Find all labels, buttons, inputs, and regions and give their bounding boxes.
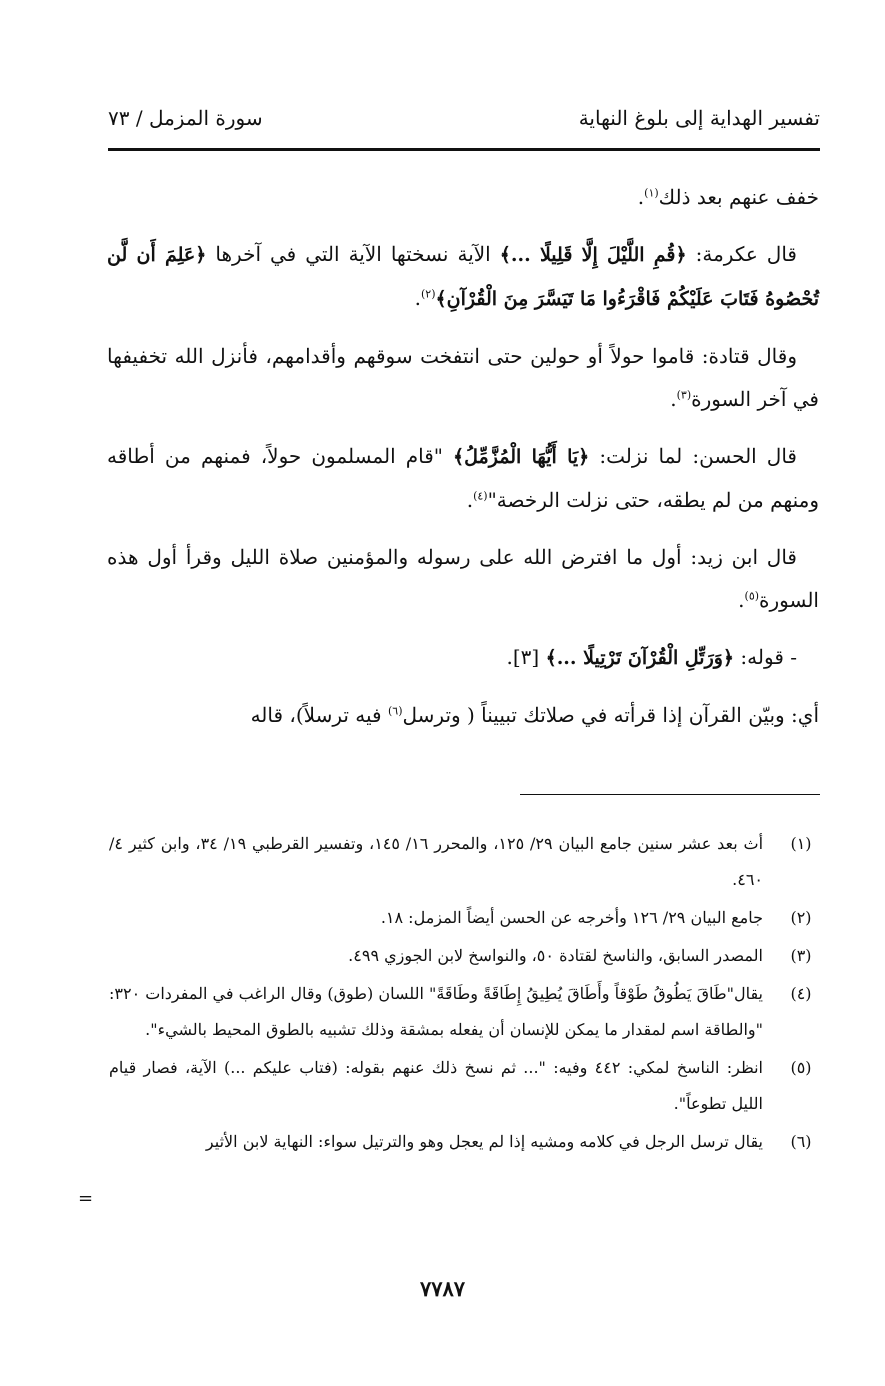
quran-verse: ﴿قُمِ اللَّيْلَ إِلَّا قَلِيلًا ...﴾ — [499, 244, 687, 266]
quran-verse: ﴿يَا أَيُّهَا الْمُزَّمِّلُ﴾ — [453, 446, 590, 468]
paragraph-1: خفف عنهم بعد ذلك$^{(١)}$. — [637, 185, 819, 209]
paragraph-6: - قوله: ﴿وَرَتِّلِ الْقُرْآنَ تَرْتِيلًا ...﴾ [٣]. — [506, 645, 797, 669]
quran-verse: ﴿عَلِمَ أَن لَّن تُحْصُوهُ فَتَابَ عَلَيْكُمْ فَاقْرَءُوا مَا تَيَسَّرَ مِنَ الْقُرْآنِ﴾ — [107, 244, 819, 310]
continuation-mark: = — [78, 1188, 94, 1209]
paragraph-7: أي: وبيّن القرآن إذا قرأته في صلاتك تبييناً ( وترسل$^{(٦)}$ فيه ترسلاً)، قاله — [250, 703, 819, 727]
footnote-text: المصدر السابق، والناسخ لقتادة ٥٠، والنواسخ لابن الجوزي ٤٩٩. — [348, 946, 763, 965]
footnote-2 — [109, 900, 821, 936]
footnote-text: انظر: الناسخ لمكي: ٤٤٢ وفيه: "... ثم نسخ ذلك عنهم بقوله: (فتاب عليكم ...) الآية، فصار قيام الليل تطوعاً". — [109, 1058, 763, 1113]
footnote-6 — [109, 1124, 821, 1160]
page-number: ٧٧٨٧ — [419, 1276, 466, 1301]
footnote-text: يقال"طَاقَ يَطُوقُ طَوْقاً وأَطَاقَ يُطِيقُ إِطَاقَةً وطَاقَةً" اللسان (طوق) وقال الراغب في المفردات ٣٢٠: "والطاقة اسم لمقدار ما يمكن للإنسان أن يفعله بمشقة وذلك تشبيه بالطوق المحيط بالشيء". — [109, 984, 763, 1039]
paragraph-2: قال عكرمة: ﴿قُمِ اللَّيْلَ إِلَّا قَلِيلًا ...﴾ الآية نسختها الآية التي في آخرها ﴿عَلِمَ أَن لَّن تُحْصُوهُ فَتَابَ عَلَيْكُمْ فَاقْرَءُوا مَا تَيَسَّرَ مِنَ الْقُرْآنِ﴾$^{(٢)}$. — [107, 242, 819, 310]
footnote-number: (٢) — [790, 908, 812, 927]
footnote-ref-1[interactable]: (١) — [644, 186, 659, 200]
footnote-text: أث بعد عشر سنين جامع البيان ٢٩/ ١٢٥، والمحرر ١٦/ ١٤٥، وتفسير القرطبي ١٩/ ٣٤، وابن كثير ٤/ ٤٦٠. — [109, 834, 764, 889]
header-rule — [108, 148, 820, 151]
main-text — [107, 176, 819, 751]
book-title: تفسير الهداية إلى بلوغ النهاية — [578, 106, 820, 130]
running-header — [108, 106, 820, 142]
surah-title: سورة المزمل / ٧٣ — [108, 106, 263, 130]
footnote-number: (٦) — [790, 1132, 812, 1151]
footnote-number: (٤) — [790, 984, 812, 1003]
paragraph-3: وقال قتادة: قاموا حولاً أو حولين حتى انتفخت سوقهم وأقدامهم، فأنزل الله تخفيفها في آخر السورة$^{(٣)}$. — [107, 344, 819, 411]
footnote-ref-3[interactable]: (٣) — [676, 388, 692, 402]
footnote-1 — [109, 826, 821, 898]
paragraph-4: قال الحسن: لما نزلت: ﴿يَا أَيُّهَا الْمُزَّمِّلُ﴾ "قام المسلمون حولاً، فمنهم من أطاقه ومنهم من لم يطقه، حتى نزلت الرخصة"$^{(٤)}$. — [107, 444, 819, 512]
footnote-ref-4[interactable]: (٤) — [473, 489, 488, 503]
footnote-3 — [109, 938, 821, 974]
footnote-ref-2[interactable]: (٢) — [420, 287, 436, 301]
footnote-ref-5[interactable]: (٥) — [744, 589, 760, 603]
footnote-number: (٥) — [790, 1058, 812, 1077]
footnote-5 — [109, 1050, 821, 1122]
quran-verse: ﴿وَرَتِّلِ الْقُرْآنَ تَرْتِيلًا ...﴾ — [545, 647, 735, 669]
footnote-separator — [520, 794, 820, 795]
footnote-text: جامع البيان ٢٩/ ١٢٦ وأخرجه عن الحسن أيضاً المزمل: ١٨. — [380, 908, 763, 927]
footnote-text: يقال ترسل الرجل في كلامه ومشيه إذا لم يعجل وهو والترتيل سواء: النهاية لابن الأثير — [205, 1132, 763, 1151]
paragraph-5: قال ابن زيد: أول ما افترض الله على رسوله والمؤمنين صلاة الليل وقرأ أول هذه السورة$^{(٥)}$. — [107, 545, 819, 612]
footnote-number: (٣) — [790, 946, 812, 965]
footnote-4 — [109, 976, 821, 1048]
footnote-number: (١) — [790, 834, 812, 853]
footnotes — [109, 826, 821, 1162]
footnote-ref-6[interactable]: (٦) — [387, 704, 403, 718]
